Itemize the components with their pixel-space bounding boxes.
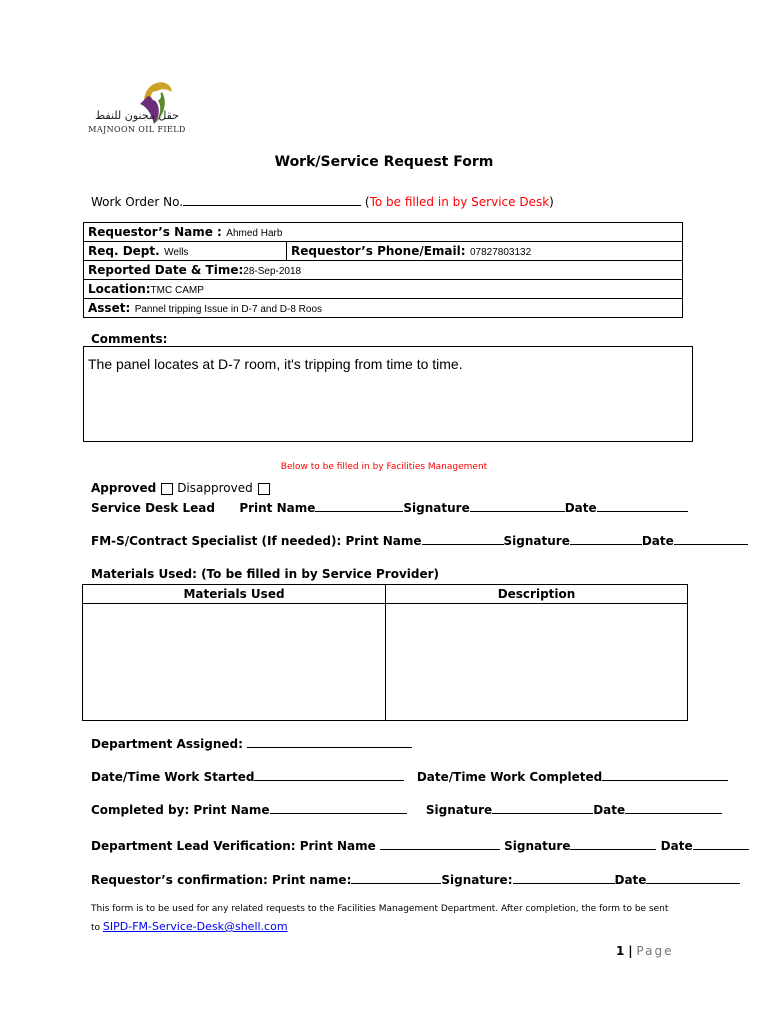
- requestor-confirmation-label: Requestor’s confirmation: Print name:: [91, 873, 352, 887]
- service-desk-signature-label: Signature: [403, 501, 470, 515]
- materials-table: [82, 584, 688, 721]
- footer-note: [91, 901, 671, 937]
- fm-specialist-signature-field[interactable]: [570, 531, 642, 545]
- requestor-phone-value: 07827803132: [470, 247, 532, 258]
- disapproved-checkbox[interactable]: [258, 483, 270, 495]
- location-value: TMC CAMP: [150, 285, 204, 296]
- page-separator: |: [628, 944, 633, 958]
- service-desk-signature-field[interactable]: [470, 498, 565, 512]
- requestor-dept-value: Wells: [164, 247, 189, 258]
- reported-date-label: Reported Date & Time:: [88, 263, 244, 277]
- work-order-note-open: (: [364, 195, 370, 209]
- service-desk-date-field[interactable]: [597, 498, 688, 512]
- completed-by-date-label: Date: [593, 803, 626, 817]
- requestor-dept-label: Req. Dept.: [88, 244, 160, 258]
- completed-by-date-field[interactable]: [625, 800, 722, 814]
- requestor-confirmation-date-field[interactable]: [646, 870, 740, 884]
- service-desk-print-name-field[interactable]: [315, 498, 403, 512]
- requestor-dept-cell[interactable]: [84, 242, 287, 261]
- asset-cell[interactable]: [84, 299, 683, 318]
- service-desk-email-link[interactable]: SIPD-FM-Service-Desk@shell.com: [102, 920, 288, 933]
- work-order-note-close: ): [549, 195, 554, 209]
- requestor-confirmation-signature-field[interactable]: [513, 870, 615, 884]
- asset-value: Pannel tripping Issue in D-7 and D-8 Roos: [134, 304, 323, 315]
- work-order-row: [91, 192, 554, 209]
- lead-verification-date-field[interactable]: [693, 836, 749, 850]
- completed-by-row: [91, 800, 722, 817]
- lead-verification-row: [91, 836, 749, 853]
- work-completed-label: Date/Time Work Completed: [416, 770, 603, 784]
- requestor-name-cell[interactable]: [84, 223, 683, 242]
- fm-specialist-print-name-field[interactable]: [422, 531, 504, 545]
- requestor-phone-label: Requestor’s Phone/Email:: [291, 244, 466, 258]
- materials-used-cell[interactable]: [83, 604, 386, 721]
- work-dates-row: [91, 767, 728, 784]
- service-desk-date-label: Date: [564, 501, 597, 515]
- materials-used-header: Materials Used: [83, 585, 386, 604]
- completed-by-label: Completed by: Print Name: [91, 803, 270, 817]
- department-assigned-label: Department Assigned:: [91, 737, 243, 751]
- logo-english-text: MAJNOON OIL FIELD: [88, 125, 186, 134]
- requestor-phone-cell[interactable]: [287, 242, 683, 261]
- description-cell[interactable]: [386, 604, 688, 721]
- page-word: Page: [636, 944, 674, 958]
- work-completed-field[interactable]: [602, 767, 728, 781]
- fm-specialist-row: [91, 531, 748, 548]
- requestor-confirmation-signature-label: Signature:: [441, 873, 513, 887]
- comments-box[interactable]: The panel locates at D-7 room, it's tripping from time to time.: [83, 346, 693, 442]
- comments-label: Comments:: [91, 332, 168, 346]
- logo-arabic-text: حقل مجنون للنفط: [94, 109, 180, 122]
- fm-note: Below to be filled in by Facilities Management: [280, 462, 488, 472]
- disapproved-label: Disapproved: [177, 481, 253, 495]
- department-assigned-row: [91, 734, 412, 751]
- approval-row: [91, 481, 274, 495]
- work-order-field[interactable]: [183, 192, 361, 206]
- location-label: Location:: [88, 282, 151, 296]
- form-title: Work/Service Request Form: [274, 154, 494, 170]
- requestor-confirmation-print-name-field[interactable]: [351, 870, 441, 884]
- fm-specialist-signature-label: Signature: [503, 534, 570, 548]
- reported-date-value: 28-Sep-2018: [243, 266, 302, 277]
- fm-specialist-date-field[interactable]: [674, 531, 748, 545]
- approved-checkbox[interactable]: [161, 483, 173, 495]
- completed-by-print-name-field[interactable]: [270, 800, 407, 814]
- requestor-name-label: Requestor’s Name :: [88, 225, 222, 239]
- service-desk-label: Service Desk Lead: [91, 501, 215, 515]
- page-footer: [616, 944, 673, 958]
- fm-specialist-label: FM-S/Contract Specialist (If needed): Print Name: [91, 534, 422, 548]
- work-started-field[interactable]: [254, 767, 404, 781]
- service-desk-print-name-label: Print Name: [239, 501, 316, 515]
- asset-label: Asset:: [88, 301, 131, 315]
- fm-specialist-date-label: Date: [641, 534, 674, 548]
- service-desk-row: [91, 498, 688, 515]
- lead-verification-label: Department Lead Verification: Print Name: [91, 839, 376, 853]
- location-cell[interactable]: [84, 280, 683, 299]
- reported-date-cell[interactable]: [84, 261, 683, 280]
- lead-verification-signature-field[interactable]: [570, 836, 656, 850]
- department-assigned-field[interactable]: [247, 734, 412, 748]
- lead-verification-signature-label: Signature: [504, 839, 571, 853]
- materials-label: Materials Used: (To be filled in by Service Provider): [91, 567, 440, 581]
- completed-by-signature-field[interactable]: [492, 800, 593, 814]
- lead-verification-print-name-field[interactable]: [380, 836, 500, 850]
- completed-by-signature-label: Signature: [425, 803, 493, 817]
- footer-text: This form is to be used for any related requests to the Facilities Management Department. After completion, the form to be sent to: [91, 904, 669, 933]
- lead-verification-date-label: Date: [660, 839, 693, 853]
- work-order-label: Work Order No.: [91, 195, 184, 209]
- description-header: Description: [386, 585, 688, 604]
- work-order-note: To be filled in by Service Desk: [369, 195, 550, 209]
- requestor-confirmation-row: [91, 870, 740, 887]
- approved-label: Approved: [91, 481, 157, 495]
- requestor-name-value: Ahmed Harb: [226, 228, 283, 239]
- page-number: 1: [616, 944, 625, 958]
- requestor-table: [83, 222, 683, 318]
- requestor-confirmation-date-label: Date: [614, 873, 647, 887]
- work-started-label: Date/Time Work Started: [91, 770, 255, 784]
